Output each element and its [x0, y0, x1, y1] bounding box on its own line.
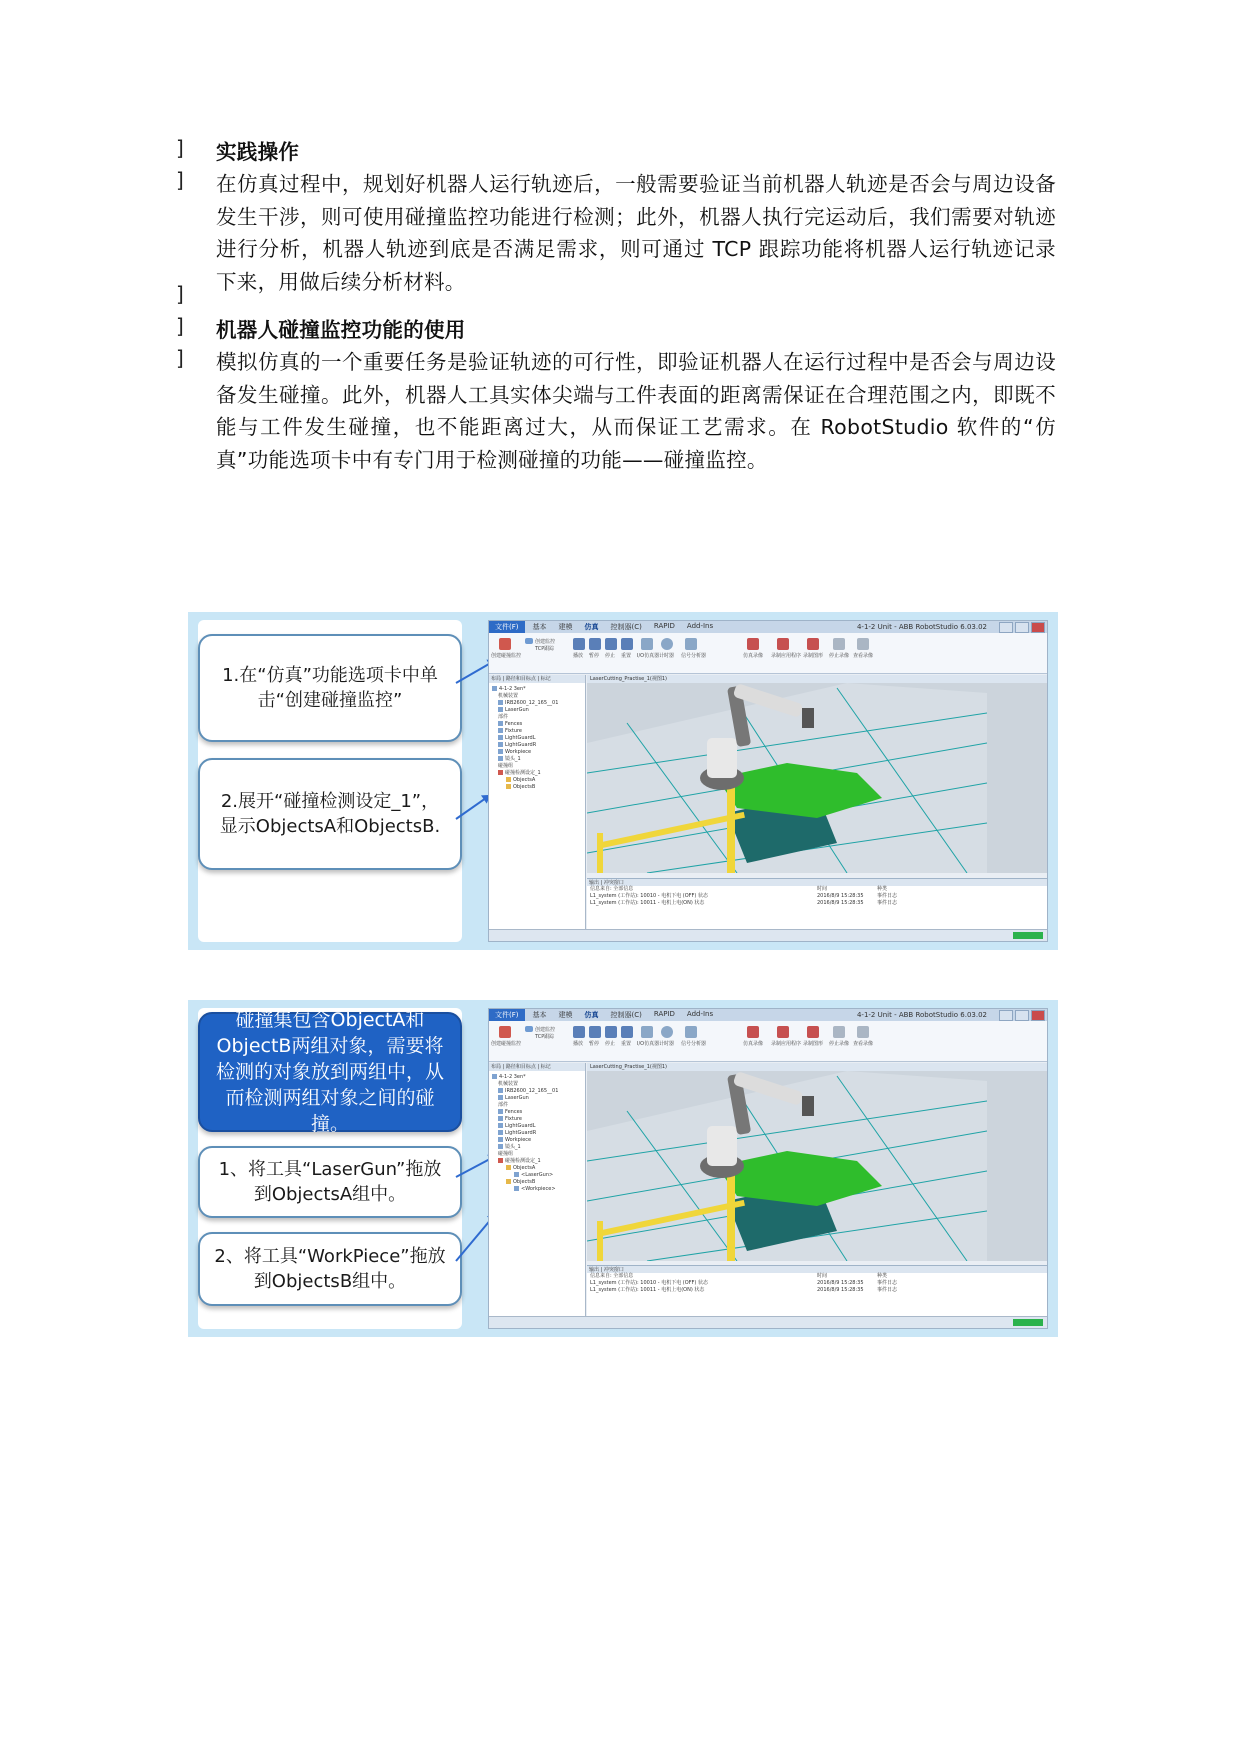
tree-item[interactable]: 部件 [498, 714, 509, 720]
ribbon-label: 计时器 [659, 1041, 675, 1047]
io-simulator-icon[interactable] [641, 1026, 653, 1038]
output-header: 信息来自: 全部信息 时间 种类 [590, 1273, 888, 1279]
output-tabs[interactable]: 输出 | 冲突窗口 [587, 879, 1047, 886]
view-recording-icon[interactable] [857, 1026, 869, 1038]
close-button[interactable] [1031, 1010, 1045, 1021]
reset-icon[interactable] [621, 638, 633, 650]
ribbon-label: 停止 [605, 1041, 616, 1047]
signal-analyzer-icon[interactable] [685, 638, 697, 650]
tree-list [489, 1071, 585, 1193]
tree-item-collision-set[interactable]: 碰撞检测设定_1 [492, 1158, 585, 1165]
minimize-button[interactable] [999, 622, 1013, 633]
callout-step2: 2、将工具“WorkPiece”拖放到ObjectsB组中。 [198, 1232, 462, 1306]
record-graphics-icon[interactable] [807, 638, 819, 650]
ribbon-label: I/O仿真器 [637, 1041, 660, 1047]
bullet-marker: ] [176, 282, 184, 306]
view-recording-icon[interactable] [857, 638, 869, 650]
output-row[interactable]: L1_system (工作站): 10011 - 电机上电(ON) 状态 2016/8/9 15:28:35 事件日志 [590, 1287, 898, 1293]
tree-item-lasergun-link[interactable]: <LaserGun> [492, 1172, 585, 1179]
tree-tabs[interactable]: 布局 | 路径和目标点 | 标记 [489, 675, 585, 683]
robot-scene-graphic [587, 683, 987, 873]
ribbon-label: 停止 [605, 653, 616, 659]
bullet-marker: ] [176, 314, 184, 338]
pause-icon[interactable] [589, 638, 601, 650]
title-bar [489, 621, 1047, 633]
output-row[interactable]: L1_system (工作站): 10011 - 电机上电(ON) 状态 2016/8/9 15:28:35 事件日志 [590, 900, 898, 906]
tree-item[interactable]: IRB2600_12_165__01 [492, 700, 585, 707]
tree-item[interactable]: Fixture [492, 1116, 585, 1123]
bullet-marker: ] [176, 346, 184, 370]
ribbon-label: 创建碰撞监控 [491, 653, 522, 659]
tab-basic[interactable]: 基本 [532, 623, 547, 631]
output-panel [587, 1265, 1047, 1316]
layout-tree-panel [489, 1063, 586, 1316]
tree-item[interactable]: LaserGun [492, 707, 585, 714]
figure-collision-set-objects [188, 1000, 1058, 1337]
ribbon-label: TCP跟踪 [535, 1034, 555, 1040]
timer-icon[interactable] [661, 1026, 673, 1038]
window-controls [999, 1010, 1045, 1021]
pause-icon[interactable] [589, 1026, 601, 1038]
tree-item[interactable]: 碰撞组 [498, 1151, 514, 1157]
tree-item-objectsa[interactable]: ObjectsA [492, 777, 585, 784]
io-simulator-icon[interactable] [641, 638, 653, 650]
tree-item[interactable]: 镜头_1 [492, 756, 585, 763]
output-panel [587, 878, 1047, 929]
output-header: 信息来自: 全部信息 时间 种类 [590, 886, 888, 892]
yellow-post [727, 1171, 735, 1261]
record-simulation-icon[interactable] [747, 638, 759, 650]
ribbon [489, 633, 1047, 674]
tree-item[interactable]: Fixture [492, 728, 585, 735]
tree-item[interactable]: Fences [492, 1109, 585, 1116]
layout-tree-panel [489, 675, 586, 929]
tree-item[interactable]: Workpiece [492, 1137, 585, 1144]
bullet-marker: ] [176, 136, 184, 160]
paragraph-intro-block [176, 168, 1056, 298]
ribbon [489, 1021, 1047, 1062]
tree-item[interactable]: 4-1-2 3en* [492, 686, 585, 693]
ribbon-label: 录制应用程序 [771, 653, 802, 659]
stop-icon[interactable] [605, 638, 617, 650]
tree-item[interactable]: LightGuardL [492, 1123, 585, 1130]
callout-column [198, 620, 462, 942]
title-bar [489, 1009, 1047, 1021]
ribbon-label: 信号分析器 [681, 1041, 707, 1047]
tree-item[interactable]: LightGuardR [492, 742, 585, 749]
tree-item-objectsb[interactable]: ObjectsB [492, 784, 585, 791]
ribbon-label: 仿真录像 [743, 653, 764, 659]
3d-viewport[interactable] [587, 1063, 1047, 1261]
tab-modeling[interactable]: 建模 [558, 623, 573, 631]
record-application-icon[interactable] [777, 1026, 789, 1038]
callout-collision-set-info: 碰撞集包含ObjectA和ObjectB两组对象，需要将检测的对象放到两组中，从而检测两组对象之间的碰撞。 [198, 1012, 462, 1132]
tree-item[interactable]: Fences [492, 721, 585, 728]
heading-collision: 机器人碰撞监控功能的使用 [216, 318, 466, 342]
tree-item[interactable]: 部件 [498, 1102, 509, 1108]
stop-recording-icon[interactable] [833, 638, 845, 650]
output-row[interactable]: L1_system (工作站): 10010 - 电机下电 (OFF) 状态 2016/8/9 15:28:35 事件日志 [590, 893, 898, 899]
tree-item-objectsa[interactable]: ObjectsA [492, 1165, 585, 1172]
record-application-icon[interactable] [777, 638, 789, 650]
yellow-post [727, 783, 735, 873]
tab-simulation[interactable]: 仿真 [584, 623, 599, 631]
record-simulation-icon[interactable] [747, 1026, 759, 1038]
window-title: 4-1-2 Unit - ABB RobotStudio 6.03.02 [856, 623, 987, 631]
window-controls [999, 622, 1045, 633]
create-collision-monitor-icon[interactable] [499, 1026, 511, 1038]
ribbon-label: 录制应用程序 [771, 1041, 802, 1047]
robot-scene-graphic [587, 1071, 987, 1261]
viewport-tab[interactable]: LaserCutting_Practise_1(视图1) [587, 675, 1047, 683]
tree-item[interactable]: IRB2600_12_165__01 [492, 1088, 585, 1095]
tree-list [489, 683, 585, 791]
maximize-button[interactable] [1015, 622, 1029, 633]
create-collision-monitor-icon[interactable] [499, 638, 511, 650]
play-icon[interactable] [573, 638, 585, 650]
controller-status-indicator [1013, 932, 1043, 939]
callout-step1: 1.在“仿真”功能选项卡中单击“创建碰撞监控” [198, 634, 462, 742]
ribbon-label: 重置 [621, 653, 632, 659]
heading-practice: 实践操作 [216, 140, 300, 164]
tab-rapid[interactable]: RAPID [653, 622, 675, 630]
tab-modeling[interactable]: 建模 [558, 1011, 573, 1019]
ribbon-label: 查看录像 [853, 1041, 874, 1047]
ribbon-label: 信号分析器 [681, 653, 707, 659]
tree-item[interactable]: LightGuardL [492, 735, 585, 742]
create-monitor-icon[interactable] [525, 638, 533, 644]
tree-item-objectsb[interactable]: ObjectsB [492, 1179, 585, 1186]
ribbon-label: 暂停 [589, 1041, 600, 1047]
ribbon-label: 仿真录像 [743, 1041, 764, 1047]
maximize-button[interactable] [1015, 1010, 1029, 1021]
output-tabs[interactable]: 输出 | 冲突窗口 [587, 1266, 1047, 1273]
robotstudio-window [488, 620, 1048, 942]
paragraph-collision: 模拟仿真的一个重要任务是验证轨迹的可行性，即验证机器人在运行过程中是否会与周边设备发生碰撞。此外，机器人工具实体尖端与工件表面的距离需保证在合理范围之内，即既不能与工件发生碰撞，也不能距离过大，从而保证工艺需求。在 RobotStudio 软件的“仿真”功能选项卡中有专门用于检测碰撞的功能——碰撞监控。 [216, 350, 1056, 472]
tab-addins[interactable]: Add-Ins [686, 622, 714, 630]
robotstudio-window [488, 1008, 1048, 1329]
tab-basic[interactable]: 基本 [532, 1011, 547, 1019]
ribbon-label: 暂停 [589, 653, 600, 659]
controller-status-indicator [1013, 1319, 1043, 1326]
tree-item[interactable]: 镜头_1 [492, 1144, 585, 1151]
viewport-tab[interactable]: LaserCutting_Practise_1(视图1) [587, 1063, 1047, 1071]
section-heading-collision [176, 314, 1056, 347]
ribbon-label: 录制图形 [803, 1041, 824, 1047]
ribbon-label: 查看录像 [853, 653, 874, 659]
bullet-marker: ] [176, 168, 184, 192]
minimize-button[interactable] [999, 1010, 1013, 1021]
ribbon-tabs [525, 622, 714, 632]
tree-tabs[interactable]: 布局 | 路径和目标点 | 标记 [489, 1063, 585, 1071]
yellow-post-left [597, 1221, 603, 1261]
ribbon-label: 创建监控 [535, 639, 556, 645]
stop-recording-icon[interactable] [833, 1026, 845, 1038]
tab-rapid[interactable]: RAPID [653, 1010, 675, 1018]
paragraph-intro: 在仿真过程中，规划好机器人运行轨迹后，一般需要验证当前机器人轨迹是否会与周边设备发生干涉，则可使用碰撞监控功能进行检测；此外，机器人执行完运动后，我们需要对轨迹进行分析，机器人轨迹到底是否满足需求，则可通过 TCP 跟踪功能将机器人运行轨迹记录下来，用做后续分析材料。 [216, 172, 1056, 294]
3d-viewport[interactable] [587, 675, 1047, 873]
ribbon-label: 录制图形 [803, 653, 824, 659]
ribbon-label: 停止录像 [829, 1041, 850, 1047]
ribbon-label: 播放 [573, 653, 584, 659]
play-icon[interactable] [573, 1026, 585, 1038]
ribbon-label: 播放 [573, 1041, 584, 1047]
create-monitor-icon[interactable] [525, 1026, 533, 1032]
tab-controller[interactable]: 控制器(C) [610, 1011, 642, 1019]
tree-item[interactable]: 机械装置 [498, 1081, 519, 1087]
file-tab[interactable]: 文件(F) [489, 621, 525, 633]
reset-icon[interactable] [621, 1026, 633, 1038]
figure-create-collision-monitor [188, 612, 1058, 950]
ribbon-label: TCP跟踪 [535, 646, 555, 652]
file-tab[interactable]: 文件(F) [489, 1009, 525, 1021]
tree-item[interactable]: Workpiece [492, 749, 585, 756]
tree-item[interactable]: LaserGun [492, 1095, 585, 1102]
ribbon-tabs [525, 1010, 714, 1020]
tree-item[interactable]: 机械装置 [498, 693, 519, 699]
stop-icon[interactable] [605, 1026, 617, 1038]
callout-step1: 1、将工具“LaserGun”拖放到ObjectsA组中。 [198, 1146, 462, 1218]
status-bar [489, 929, 1047, 941]
callout-column [198, 1008, 462, 1329]
tab-controller[interactable]: 控制器(C) [610, 623, 642, 631]
ribbon-label: 停止录像 [829, 653, 850, 659]
tree-item-collision-set[interactable]: 碰撞检测设定_1 [492, 770, 585, 777]
tree-item[interactable]: LightGuardR [492, 1130, 585, 1137]
ribbon-label: I/O仿真器 [637, 653, 660, 659]
tree-item[interactable]: 碰撞组 [498, 763, 514, 769]
timer-icon[interactable] [661, 638, 673, 650]
ribbon-label: 重置 [621, 1041, 632, 1047]
signal-analyzer-icon[interactable] [685, 1026, 697, 1038]
status-bar [489, 1316, 1047, 1328]
output-row[interactable]: L1_system (工作站): 10010 - 电机下电 (OFF) 状态 2016/8/9 15:28:35 事件日志 [590, 1280, 898, 1286]
callout-step2: 2.展开“碰撞检测设定_1”，显示ObjectsA和ObjectsB. [198, 758, 462, 870]
ribbon-label: 创建碰撞监控 [491, 1041, 522, 1047]
paragraph-collision-block [176, 346, 1056, 476]
close-button[interactable] [1031, 622, 1045, 633]
tab-addins[interactable]: Add-Ins [686, 1010, 714, 1018]
ribbon-label: 创建监控 [535, 1027, 556, 1033]
tree-item[interactable]: 4-1-2 3en* [492, 1074, 585, 1081]
tree-item-workpiece-link[interactable]: <Workpiece> [492, 1186, 585, 1193]
record-graphics-icon[interactable] [807, 1026, 819, 1038]
yellow-post-left [597, 833, 603, 873]
section-heading-practice [176, 136, 1056, 169]
ribbon-label: 计时器 [659, 653, 675, 659]
tab-simulation[interactable]: 仿真 [584, 1011, 599, 1019]
window-title: 4-1-2 Unit - ABB RobotStudio 6.03.02 [856, 1011, 987, 1019]
